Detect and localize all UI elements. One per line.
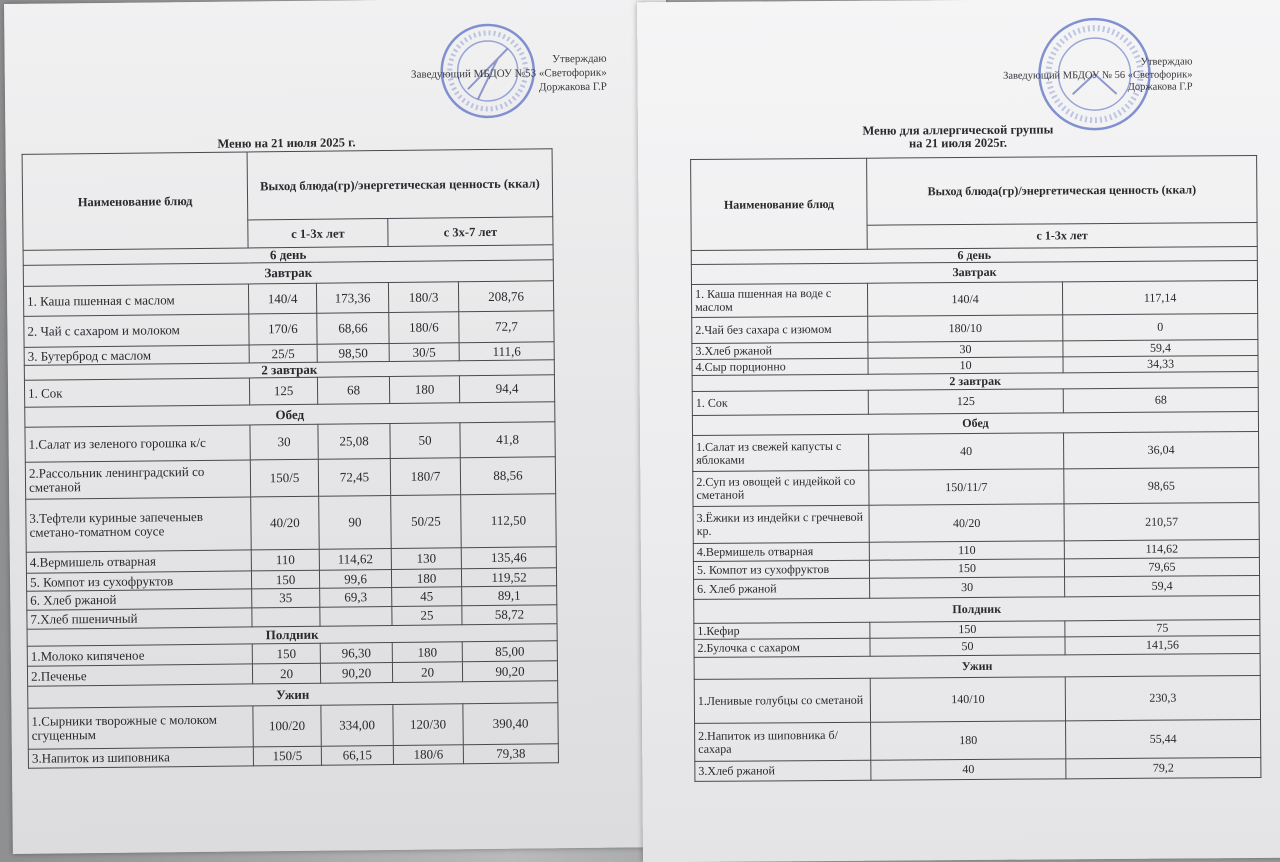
- table-row: [695, 757, 1261, 781]
- dish-value: 55,44: [1066, 719, 1261, 758]
- dish-value: 68,66: [317, 312, 389, 344]
- dish-value: 30/5: [389, 343, 459, 362]
- dish-value: 140/10: [870, 677, 1065, 722]
- dish-value: 114,62: [319, 548, 391, 570]
- dish-value: 99,6: [319, 569, 391, 588]
- dish-value: 230,3: [1065, 675, 1260, 720]
- dish-value: 90,20: [462, 661, 557, 682]
- dish-value: 79,65: [1064, 557, 1259, 576]
- dish-value: 50: [870, 637, 1065, 656]
- dish-name: 3.Тефтели куриные запеченыев сметано-томатном соусе: [26, 497, 252, 552]
- dish-value: [320, 606, 392, 626]
- dish-value: 10: [868, 357, 1063, 374]
- dish-value: 114,62: [1064, 539, 1259, 558]
- day-label: 6 день: [691, 246, 1257, 264]
- dish-value: 150: [870, 621, 1065, 638]
- dish-value: 68: [1063, 387, 1258, 412]
- dish-value: 180/10: [868, 315, 1063, 342]
- dish-name: 5. Компот из сухофруктов: [26, 571, 251, 591]
- dish-name: 1.Ленивые голубцы со сметаной: [694, 678, 870, 723]
- dish-name: 4.Сыр порционно: [692, 358, 868, 375]
- dish-value: 180: [871, 721, 1066, 760]
- dish-value: 110: [251, 549, 319, 571]
- dish-value: 208,76: [458, 281, 553, 312]
- table-row: [693, 431, 1259, 471]
- dish-value: 72,45: [318, 458, 390, 496]
- dish-name: 2.Булочка с сахаром: [694, 638, 870, 657]
- dish-value: 130: [391, 548, 461, 570]
- header-age-group: с 3х-7 лет: [388, 217, 553, 247]
- menu-table-allergy: [690, 155, 1261, 782]
- dish-value: 30: [870, 577, 1065, 598]
- dish-value: 141,56: [1065, 635, 1260, 654]
- dish-value: 66,15: [321, 745, 393, 765]
- dish-value: 59,4: [1063, 339, 1258, 356]
- dish-value: 45: [392, 587, 462, 607]
- menu-sheet-allergy: [637, 0, 1280, 862]
- dish-name: 1.Кефир: [694, 622, 870, 639]
- dish-value: 180: [392, 642, 462, 663]
- section-title: Обед: [25, 402, 555, 428]
- table-row: [695, 719, 1261, 761]
- dish-name: 2.Суп из овощей с индейкой со сметаной: [693, 470, 869, 506]
- section-title: 2 завтрак: [24, 360, 554, 381]
- dish-value: 125: [249, 377, 317, 405]
- menu-sheet-main: [4, 0, 675, 854]
- dish-value: 150: [252, 643, 320, 664]
- dish-value: 96,30: [320, 642, 392, 663]
- day-label: 6 день: [23, 245, 553, 266]
- dish-value: 150/5: [253, 746, 321, 766]
- dish-name: 2. Чай с сахаром и молоком: [24, 314, 249, 347]
- section-title: 2 завтрак: [692, 371, 1258, 391]
- dish-value: 170/6: [249, 313, 317, 345]
- dish-name: 3.Ёжики из индейки с гречневой кр.: [693, 505, 869, 543]
- table-row: [692, 313, 1258, 343]
- dish-value: 41,8: [460, 422, 555, 458]
- dish-value: 69,3: [320, 587, 392, 607]
- dish-value: 334,00: [321, 704, 393, 746]
- approval-position: Заведующий МБДОУ №53 «Светофорик»: [410, 66, 607, 81]
- menu-title: Меню на 21 июля 2025 г.: [217, 135, 356, 151]
- menu-title: Меню для аллергической группы на 21 июля 2025г.: [862, 122, 1054, 151]
- section-title: Ужин: [28, 681, 558, 709]
- dish-name: 1. Каша пшенная на воде с маслом: [691, 283, 867, 317]
- dish-value: 117,14: [1062, 280, 1257, 314]
- dish-value: 50/25: [391, 495, 462, 549]
- header-age-group: с 1-3х лет: [867, 222, 1257, 249]
- dish-value: 210,57: [1064, 502, 1259, 540]
- dish-name: 1. Сок: [24, 378, 249, 407]
- dish-value: 30: [250, 424, 318, 460]
- dish-value: 58,72: [462, 605, 557, 625]
- dish-name: 2.Печенье: [27, 664, 252, 686]
- dish-value: 34,33: [1063, 355, 1258, 372]
- dish-value: 25,08: [318, 423, 390, 459]
- header-output: Выход блюда(гр)/энергетическая ценность (ккал): [867, 155, 1257, 225]
- dish-value: 94,4: [459, 375, 554, 403]
- dish-value: 125: [868, 389, 1063, 414]
- section-title: Полдник: [694, 595, 1260, 623]
- dish-value: 98,65: [1064, 467, 1259, 503]
- dish-name: 2.Чай без сахара с изюмом: [692, 316, 868, 343]
- dish-value: 173,36: [316, 282, 388, 313]
- table-row: [693, 502, 1259, 543]
- dish-name: 1.Сырники творожные с молоком сгущенным: [28, 706, 253, 749]
- dish-value: 68: [317, 376, 389, 404]
- section-title: Полдник: [27, 624, 557, 647]
- dish-value: 150: [869, 559, 1064, 578]
- table-row: [28, 703, 558, 750]
- dish-value: 20: [392, 662, 462, 683]
- dish-value: 135,46: [461, 547, 556, 569]
- header-age-group: с 1-3х лет: [248, 218, 388, 247]
- dish-value: 40/20: [251, 496, 320, 550]
- dish-value: 150/5: [250, 459, 318, 497]
- dish-name: 3.Напиток из шиповника: [28, 747, 253, 768]
- dish-value: 100/20: [253, 705, 321, 747]
- header-dish-name: Наименование блюд: [691, 158, 868, 250]
- dish-name: 1.Салат из зеленого горошка к/с: [25, 425, 250, 462]
- table-row: [694, 675, 1260, 723]
- section-title: Ужин: [694, 653, 1260, 679]
- dish-name: 2.Рассольник ленинградский со сметаной: [25, 460, 250, 499]
- table-row: [25, 457, 555, 500]
- dish-name: 6. Хлеб ржаной: [27, 589, 252, 610]
- dish-value: 25: [392, 606, 462, 626]
- dish-name: 4.Вермишель отварная: [693, 542, 869, 561]
- table-row: [693, 467, 1259, 506]
- header-dish-name: Наименование блюд: [22, 152, 248, 250]
- dish-name: 1.Молоко кипяченое: [27, 644, 252, 666]
- section-title: Обед: [692, 411, 1258, 435]
- dish-value: 140/4: [867, 282, 1062, 316]
- dish-value: 112,50: [461, 494, 557, 548]
- dish-value: 111,6: [459, 342, 554, 361]
- dish-name: 1. Каша пшенная с маслом: [23, 284, 248, 316]
- approval-name: Доржакова Г.Р: [1127, 81, 1193, 93]
- dish-value: 25/5: [249, 344, 317, 363]
- dish-name: 1.Салат из свежей капусты с яблоками: [693, 434, 869, 471]
- dish-value: 180/3: [388, 282, 458, 313]
- dish-value: 40/20: [869, 504, 1064, 542]
- dish-value: 390,40: [463, 703, 558, 745]
- dish-value: 120/30: [393, 704, 463, 746]
- dish-value: 98,50: [317, 343, 389, 362]
- dish-value: 20: [252, 663, 320, 684]
- dish-value: 85,00: [462, 641, 557, 662]
- dish-value: 90: [319, 495, 392, 549]
- approval-label: Утверждаю: [552, 52, 607, 66]
- dish-value: 150/11/7: [869, 469, 1064, 505]
- dish-name: 5. Компот из сухофруктов: [693, 560, 869, 579]
- table-row: [25, 422, 555, 463]
- dish-value: 180/6: [393, 745, 463, 765]
- approval-position: Заведующий МБДОУ № 56 «Светофорик»: [1003, 68, 1193, 82]
- dish-value: [252, 607, 320, 627]
- dish-name: 3. Бутерброд с маслом: [24, 345, 249, 365]
- section-title: Завтрак: [23, 260, 553, 287]
- table-row: [691, 280, 1257, 317]
- dish-value: 36,04: [1064, 431, 1259, 468]
- dish-value: 119,52: [461, 568, 556, 587]
- dish-value: 59,4: [1065, 575, 1260, 596]
- dish-value: 110: [869, 541, 1064, 560]
- dish-value: 180: [389, 376, 459, 404]
- dish-value: 0: [1063, 313, 1258, 340]
- menu-table: [22, 148, 559, 769]
- dish-name: 2.Напиток из шиповника б/сахара: [695, 722, 871, 761]
- dish-name: 1. Сок: [692, 390, 868, 415]
- dish-value: 50: [390, 423, 460, 459]
- dish-value: 79,38: [463, 744, 558, 764]
- approval-name: Доржакова Г.Р: [538, 80, 607, 94]
- dish-value: 150: [251, 570, 319, 589]
- dish-value: 40: [871, 759, 1066, 780]
- dish-name: 7.Хлеб пшеничный: [27, 608, 252, 629]
- table-row: [26, 494, 557, 553]
- dish-value: 35: [252, 588, 320, 608]
- dish-value: 72,7: [459, 311, 554, 343]
- dish-value: 89,1: [462, 586, 557, 606]
- dish-name: 4.Вермишель отварная: [26, 550, 251, 573]
- dish-value: 140/4: [248, 283, 316, 314]
- dish-name: 3.Хлеб ржаной: [695, 760, 871, 781]
- dish-value: 90,20: [320, 662, 392, 683]
- dish-name: 6. Хлеб ржаной: [694, 578, 870, 599]
- dish-value: 180/7: [390, 458, 460, 496]
- dish-value: 79,2: [1066, 757, 1261, 778]
- dish-value: 180/6: [389, 312, 459, 344]
- dish-name: 3.Хлеб ржаной: [692, 342, 868, 359]
- approval-label: Утверждаю: [1140, 56, 1193, 68]
- dish-value: 88,56: [460, 457, 555, 495]
- dish-value: 75: [1065, 619, 1260, 636]
- dish-value: 40: [869, 433, 1064, 470]
- header-output: Выход блюда(гр)/энергетическая ценность (ккал): [247, 149, 553, 220]
- section-title: Завтрак: [691, 260, 1257, 284]
- dish-value: 30: [868, 341, 1063, 358]
- dish-value: 180: [391, 569, 461, 588]
